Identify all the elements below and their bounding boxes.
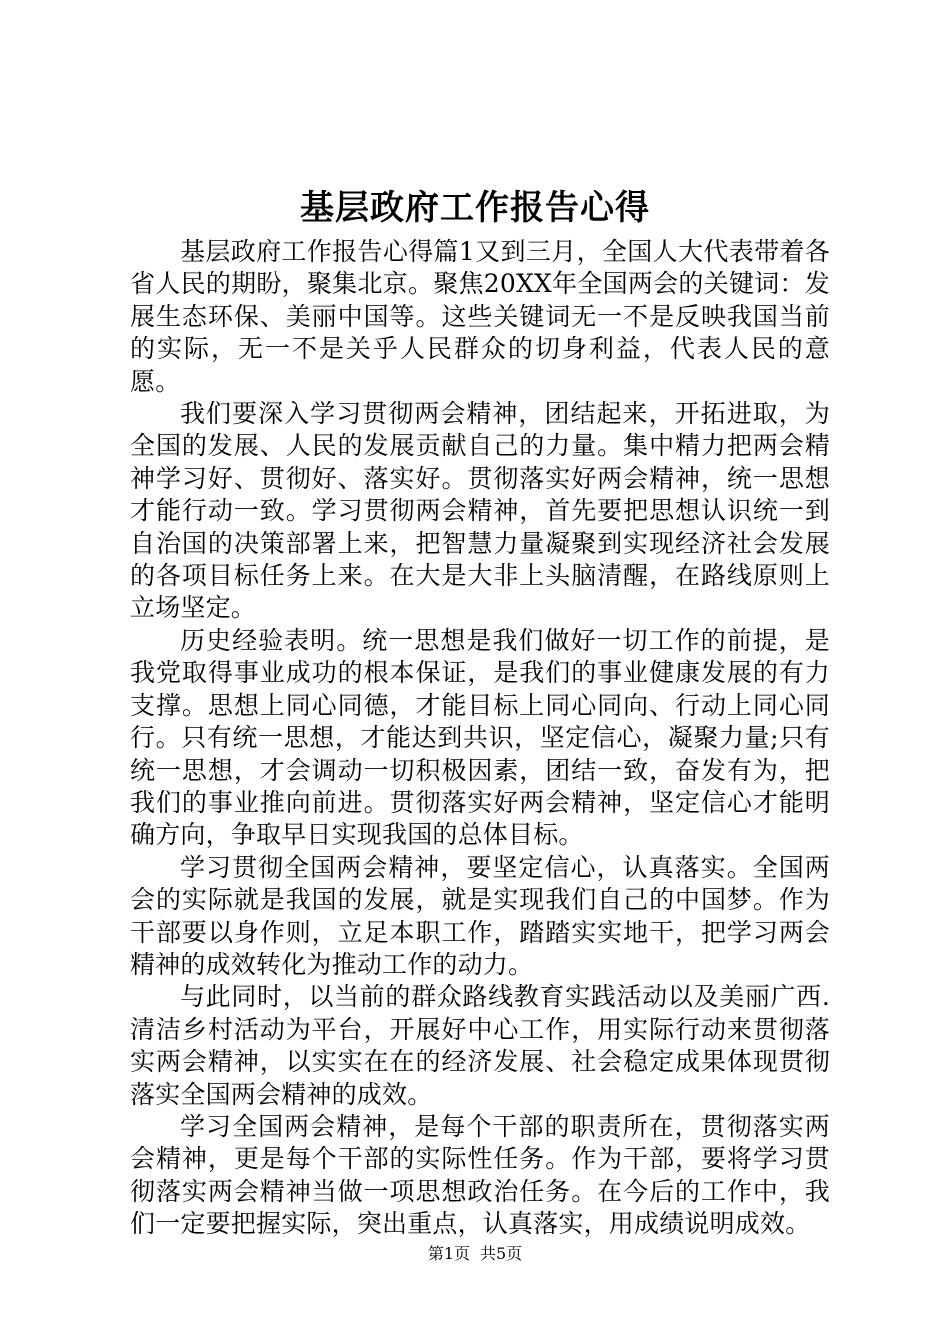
page-number: 第1页 [427,1244,470,1263]
document-title: 基层政府工作报告心得 [300,188,650,228]
paragraph-5: 与此同时，以当前的群众路线教育实践活动以及美丽广西.清洁乡村活动为平台，开展好中心工作，用实际行动来贯彻落实两会精神，以实实在在的经济发展、社会稳定成果体现贯彻落实全国两会精神的成效。 [130,982,830,1109]
page-count: 共5页 [480,1244,523,1263]
paragraph-2: 我们要深入学习贯彻两会精神，团结起来，开拓进取，为全国的发展、人民的发展贡献自己的力量。集中精力把两会精神学习好、贯彻好、落实好。贯彻落实好两会精神，统一思想才能行动一致。学习贯彻两会精神，首先要把思想认识统一到自治国的决策部署上来，把智慧力量凝聚到实现经济社会发展的各项目标任务上来。在大是大非上头脑清醒，在路线原则上立场坚定。 [130,399,830,623]
paragraph-6: 学习全国两会精神，是每个干部的职责所在，贯彻落实两会精神，更是每个干部的实际性任务。作为干部，要将学习贯彻落实两会精神当做一项思想政治任务。在今后的工作中，我们一定要把握实际，突出重点，认真落实，用成绩说明成效。 [130,1111,830,1239]
paragraph-1: 基层政府工作报告心得篇1又到三月，全国人大代表带着各省人民的期盼，聚集北京。聚焦20XX年全国两会的关键词：发展生态环保、美丽中国等。这些关键词无一不是反映我国当前的实际，无一不是关乎人民群众的切身利益，代表人民的意愿。 [130,237,830,396]
page-footer [0,1242,950,1266]
paragraph-4: 学习贯彻全国两会精神，要坚定信心，认真落实。全国两会的实际就是我国的发展，就是实现我们自己的中国梦。作为干部要以身作则，立足本职工作，踏踏实实地干，把学习两会精神的成效转化为推动工作的动力。 [130,852,830,979]
document-body [130,236,830,1241]
paragraph-3: 历史经验表明。统一思想是我们做好一切工作的前提，是我党取得事业成功的根本保证，是我们的事业健康发展的有力支撑。思想上同心同德，才能目标上同心同向、行动上同心同行。只有统一思想，才能达到共识，坚定信心，凝聚力量;只有统一思想，才会调动一切积极因素，团结一致，奋发有为，把我们的事业推向前进。贯彻落实好两会精神，坚定信心才能明确方向，争取早日实现我国的总体目标。 [130,625,830,850]
